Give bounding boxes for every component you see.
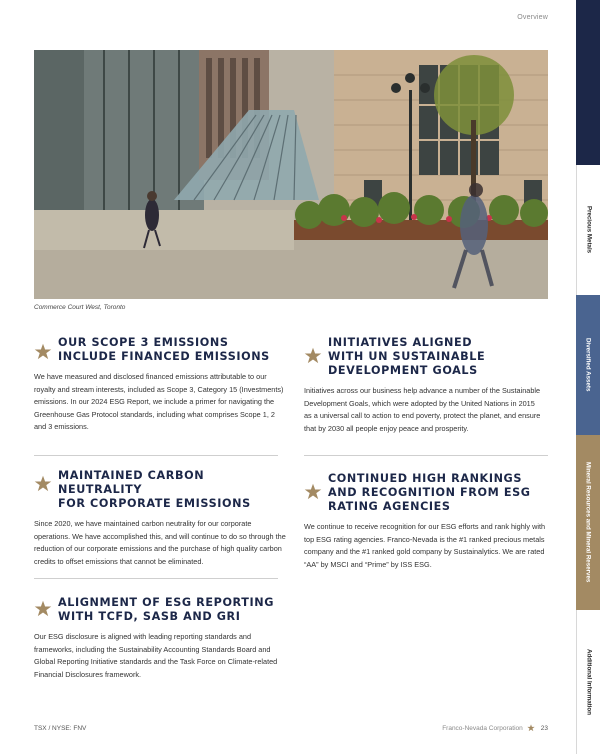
tab-overview[interactable] <box>576 0 600 165</box>
section-scope3-emissions <box>34 336 288 434</box>
star-icon <box>34 343 52 361</box>
section-heading: ALIGNMENT OF ESG REPORTING WITH TCFD, SASB AND GRI <box>58 596 275 623</box>
section-body: Since 2020, we have maintained carbon neutrality for our corporate operations. We have accomplished this, and will continue to do so through the reduction of our corporate emissions and the purchase of high quality carbon credits to offset emissions that cannot be eliminated. <box>34 519 286 566</box>
star-icon <box>34 600 52 618</box>
footer-company: Franco-Nevada Corporation <box>442 724 523 732</box>
section-body: We continue to receive recognition for our ESG efforts and rank highly with top ESG rating agencies. Franco-Nevada is the #1 ranked precious metals company and the #1 ranked gold company by Sustainalytics. We are rated “AA” by MSCI and “Prime” by ISS ESG. <box>304 522 546 569</box>
building-plaza-photo <box>34 50 548 299</box>
section-un-sdg <box>304 336 544 435</box>
divider <box>34 578 278 579</box>
star-icon <box>304 483 322 501</box>
section-nav-sidebar <box>576 0 600 754</box>
footer-page-info <box>442 724 548 732</box>
section-heading: INITIATIVES ALIGNED WITH UN SUSTAINABLE DEVELOPMENT GOALS <box>328 336 486 377</box>
tab-precious-metals[interactable]: Precious Metals <box>576 165 600 295</box>
star-icon <box>304 347 322 365</box>
section-carbon-neutrality <box>34 469 288 568</box>
page-number: 23 <box>540 724 548 732</box>
tab-mineral-resources[interactable]: Mineral Resources and Mineral Reserves <box>576 435 600 610</box>
section-body: Our ESG disclosure is aligned with leading reporting standards and frameworks, including the Sustainability Accounting Standards Board and Global Reporting Initiative standards and the Task Force on Climate-related Financial Disclosures framework. <box>34 632 278 679</box>
section-heading: OUR SCOPE 3 EMISSIONS INCLUDE FINANCED EMISSIONS <box>58 336 270 363</box>
tab-additional-information[interactable]: Additional Information <box>576 610 600 754</box>
section-esg-reporting <box>34 596 288 681</box>
section-body: We have measured and disclosed financed emissions attributable to our royalty and stream interests, included as Scope 3, Category 15 (Investments) emissions. In our 2024 ESG Report, we include a primer for navigating the Greenhouse Gas Protocol standards, including what comprises Scope 1, 2 and 3 emissions. <box>34 372 284 431</box>
photo-caption: Commerce Court West, Toronto <box>34 304 126 311</box>
footer-ticker: TSX / NYSE: FNV <box>34 725 87 732</box>
section-body: Initiatives across our business help advance a number of the Sustainable Development Goals, which were adopted by the United Nations in 2015 as a universal call to action to end poverty, protect the planet, and ensure that by 2030 all people enjoy peace and prosperity. <box>304 386 541 433</box>
header-section-label: Overview <box>517 14 548 21</box>
star-icon <box>34 475 52 493</box>
section-heading: MAINTAINED CARBON NEUTRALITY FOR CORPORATE EMISSIONS <box>58 469 251 510</box>
tab-diversified-assets[interactable]: Diversified Assets <box>576 295 600 435</box>
star-icon <box>527 724 535 732</box>
divider <box>34 455 278 456</box>
section-heading: CONTINUED HIGH RANKINGS AND RECOGNITION FROM ESG RATING AGENCIES <box>328 472 531 513</box>
section-esg-rankings <box>304 472 548 571</box>
divider <box>304 455 548 456</box>
